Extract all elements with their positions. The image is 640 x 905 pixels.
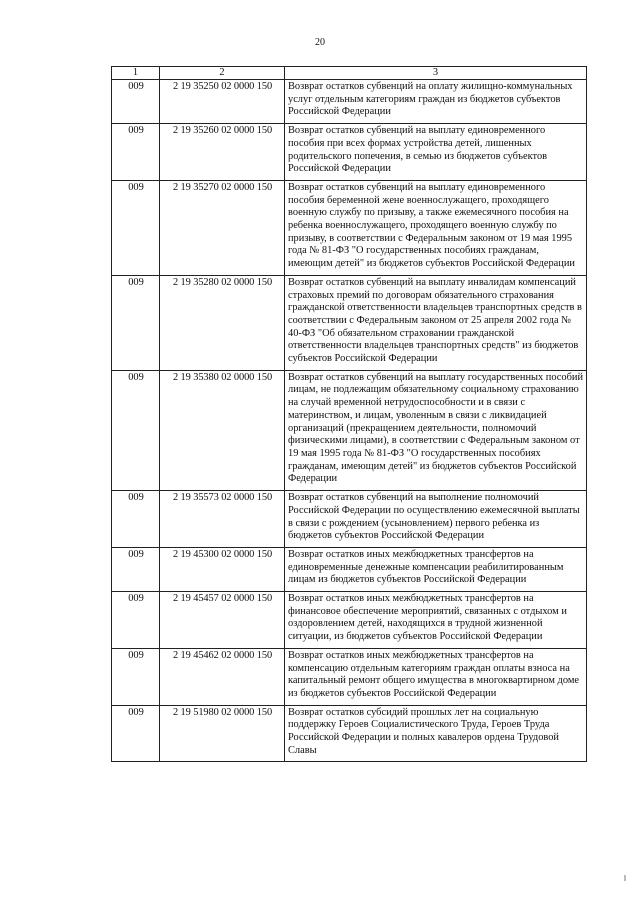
revenue-name-cell: Возврат остатков субвенций на выплату единовременного пособия при всех формах устройства детей, лишенных родительского попечения, в семью из бюджетов субъектов Российской Федерации: [285, 124, 587, 181]
table-row: [112, 491, 587, 548]
revenue-code-cell: 2 19 35280 02 0000 150: [160, 275, 285, 370]
scan-edge-mark: [624, 875, 626, 881]
admin-code-cell: 009: [112, 124, 160, 181]
revenue-code-cell: 2 19 35380 02 0000 150: [160, 370, 285, 490]
revenue-codes-table: [111, 66, 587, 762]
revenue-name-cell: Возврат остатков субсидий прошлых лет на социальную поддержку Героев Социалистического Труда, Героев Труда Российской Федерации и полных кавалеров ордена Трудовой Славы: [285, 705, 587, 762]
revenue-code-cell: 2 19 45462 02 0000 150: [160, 648, 285, 705]
table-row: [112, 592, 587, 649]
revenue-name-cell: Возврат остатков субвенций на выполнение полномочий Российской Федерации по осуществлению ежемесячной выплаты в связи с рождением (усыновлением) первого ребенка из бюджетов субъектов Российской Федерации: [285, 491, 587, 548]
admin-code-cell: 009: [112, 370, 160, 490]
revenue-name-cell: Возврат остатков субвенций на выплату государственных пособий лицам, не подлежащим обязательному социальному страхованию на случай временной нетрудоспособности и в связи с материнством, и лицам, уволенным в связи с ликвидацией организаций (прекращением деятельности, полномочий физическими лицами), в соответствии с Федеральным законом от 19 мая 1995 года № 81-ФЗ "О государственных пособиях гражданам, имеющим детей" из бюджетов субъектов Российской Федерации: [285, 370, 587, 490]
table-row: [112, 124, 587, 181]
table-row: [112, 80, 587, 124]
table-row: [112, 547, 587, 591]
column-header-2: 2: [160, 67, 285, 80]
admin-code-cell: 009: [112, 275, 160, 370]
revenue-code-cell: 2 19 45300 02 0000 150: [160, 547, 285, 591]
admin-code-cell: 009: [112, 705, 160, 762]
admin-code-cell: 009: [112, 180, 160, 275]
revenue-code-cell: 2 19 51980 02 0000 150: [160, 705, 285, 762]
column-header-1: 1: [112, 67, 160, 80]
admin-code-cell: 009: [112, 547, 160, 591]
revenue-name-cell: Возврат остатков субвенций на выплату инвалидам компенсаций страховых премий по договорам обязательного страхования гражданской ответственности владельцев транспортных средств в соответствии с Федеральным законом от 25 апреля 2002 года № 40-ФЗ "Об обязательном страховании гражданской ответственности владельцев транспортных средств" из бюджетов субъектов Российской Федерации: [285, 275, 587, 370]
revenue-name-cell: Возврат остатков иных межбюджетных трансфертов на компенсацию отдельным категориям граждан оплаты взноса на капитальный ремонт общего имущества в многоквартирном доме из бюджетов субъектов Российской Федерации: [285, 648, 587, 705]
table-row: [112, 370, 587, 490]
page-number: 20: [315, 37, 325, 48]
revenue-name-cell: Возврат остатков иных межбюджетных трансфертов на единовременные денежные компенсации реабилитированным лицам из бюджетов субъектов Российской Федерации: [285, 547, 587, 591]
revenue-name-cell: Возврат остатков субвенций на выплату единовременного пособия беременной жене военнослужащего, проходящего военную службу по призыву, а также ежемесячного пособия на ребенка военнослужащего, проходящего военную службу по призыву, в соответствии с Федеральным законом от 19 мая 1995 года № 81-ФЗ "О государственных пособиях гражданам, имеющим детей" из бюджетов субъектов Российской Федерации: [285, 180, 587, 275]
revenue-name-cell: Возврат остатков субвенций на оплату жилищно-коммунальных услуг отдельным категориям граждан из бюджетов субъектов Российской Федерации: [285, 80, 587, 124]
admin-code-cell: 009: [112, 648, 160, 705]
admin-code-cell: 009: [112, 491, 160, 548]
admin-code-cell: 009: [112, 80, 160, 124]
revenue-code-cell: 2 19 35260 02 0000 150: [160, 124, 285, 181]
revenue-name-cell: Возврат остатков иных межбюджетных трансфертов на финансовое обеспечение мероприятий, связанных с отдыхом и оздоровлением детей, находящихся в трудной жизненной ситуации, из бюджетов субъектов Российской Федерации: [285, 592, 587, 649]
table-row: [112, 648, 587, 705]
revenue-code-cell: 2 19 35250 02 0000 150: [160, 80, 285, 124]
revenue-code-cell: 2 19 45457 02 0000 150: [160, 592, 285, 649]
column-header-3: 3: [285, 67, 587, 80]
revenue-code-cell: 2 19 35573 02 0000 150: [160, 491, 285, 548]
table-row: [112, 180, 587, 275]
table-row: [112, 705, 587, 762]
table-row: [112, 275, 587, 370]
table-header-row: [112, 67, 587, 80]
admin-code-cell: 009: [112, 592, 160, 649]
revenue-code-cell: 2 19 35270 02 0000 150: [160, 180, 285, 275]
